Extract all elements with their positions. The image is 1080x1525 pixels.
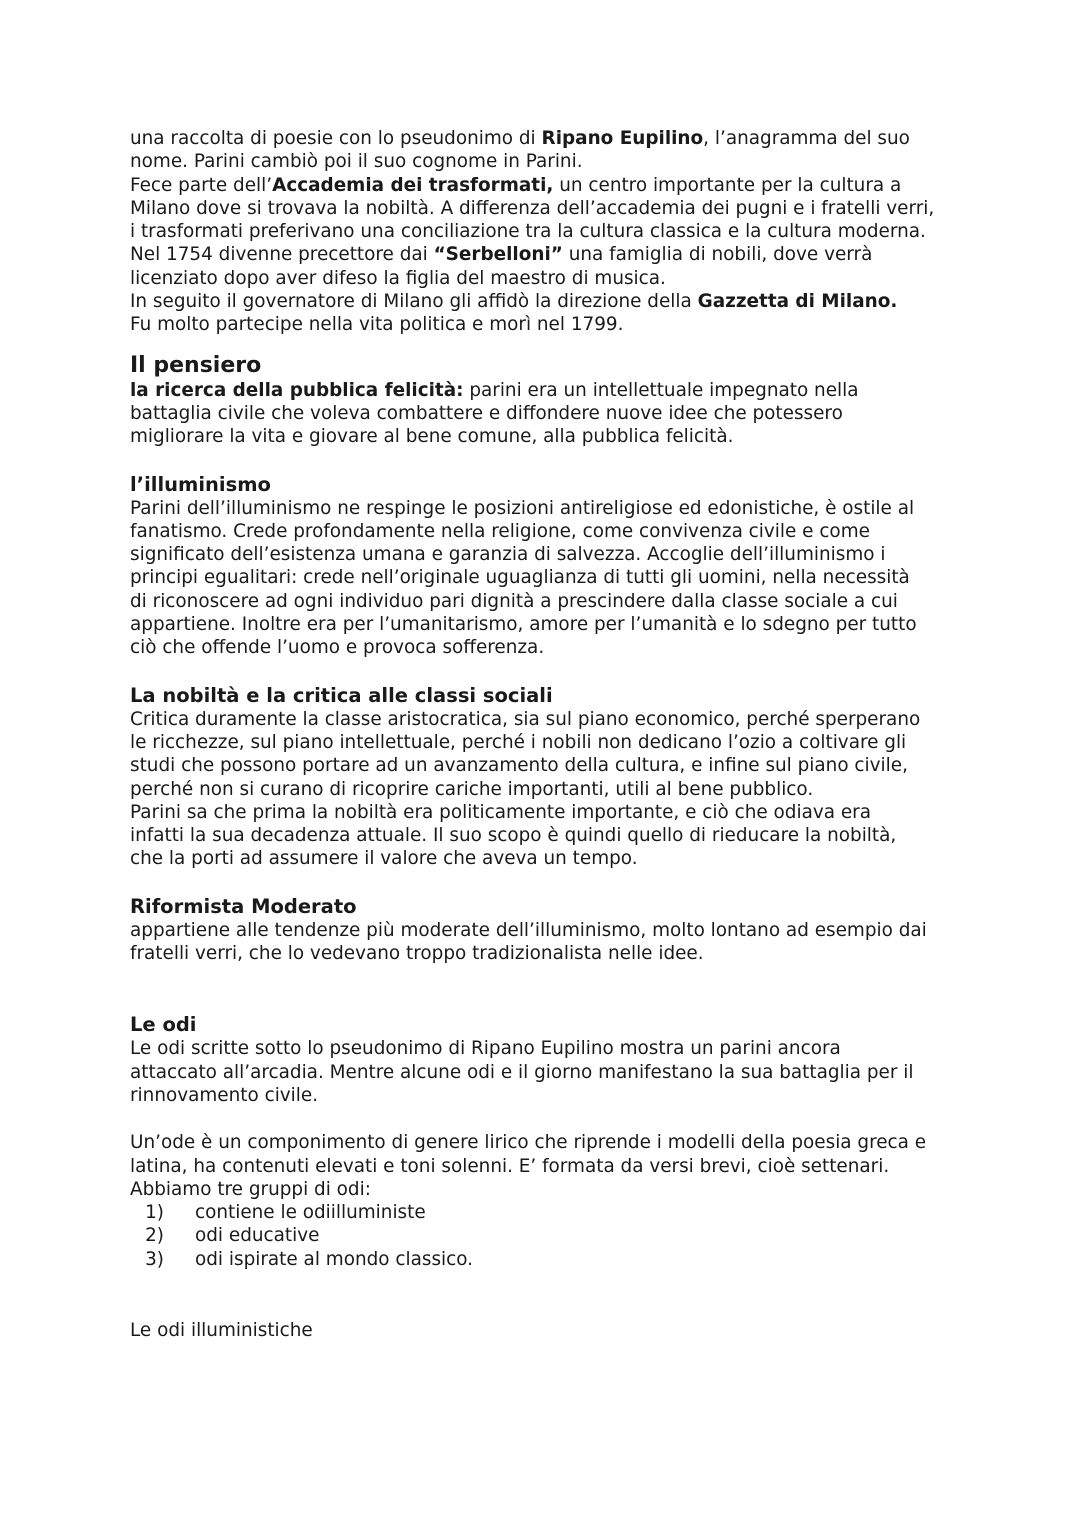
text-line: una raccolta di poesie con lo pseudonimo di Ripano Eupilino, l’anagramma del suo bbox=[130, 128, 910, 149]
text-line: attaccato all’arcadia. Mentre alcune odi e il giorno manifestano la sua battaglia per il bbox=[130, 1061, 914, 1083]
text-line: Fece parte dell’Accademia dei trasformati, un centro importante per la cultura a bbox=[130, 174, 902, 196]
text-line: ciò che offende l’uomo e provoca sofferenza. bbox=[130, 637, 545, 659]
text-line: Nel 1754 divenne precettore dai “Serbelloni” una famiglia di nobili, dove verrà bbox=[130, 244, 873, 266]
text-line: appartiene alle tendenze più moderate dell’illuminismo, molto lontano ad esempio dai bbox=[130, 919, 927, 941]
illuminismo-paragraph bbox=[130, 497, 960, 660]
list-item: 1) contiene le odiilluministe bbox=[145, 1202, 426, 1224]
text-line: Critica duramente la classe aristocratica, sia sul piano economico, perché sperperano bbox=[130, 708, 921, 730]
section-heading-illuminismo: l’illuminismo bbox=[130, 472, 271, 496]
text-line: rinnovamento civile. bbox=[130, 1084, 319, 1106]
subsection-title-odi-illuministiche: Le odi illuministiche bbox=[130, 1319, 313, 1341]
text-line: infatti la sua decadenza attuale. Il suo scopo è quindi quello di rieducare la nobiltà, bbox=[130, 825, 897, 847]
text-line: Abbiamo tre gruppi di odi: bbox=[130, 1178, 371, 1200]
riformista-paragraph bbox=[130, 919, 960, 966]
pensiero-paragraph bbox=[130, 379, 960, 449]
text-line: Parini sa che prima la nobiltà era politicamente importante, e ciò che odiava era bbox=[130, 801, 871, 823]
odi-groups-list bbox=[130, 1201, 960, 1271]
text-line: perché non si curano di ricoprire cariche importanti, utili al bene pubblico. bbox=[130, 778, 814, 800]
text-line: fratelli verri, che lo vedevano troppo tradizionalista nelle idee. bbox=[130, 943, 704, 965]
list-item: 2) odi educative bbox=[145, 1225, 320, 1247]
section-heading-odi: Le odi bbox=[130, 1013, 197, 1037]
text-line: Un’ode è un componimento di genere lirico che riprende i modelli della poesia greca e bbox=[130, 1132, 927, 1154]
text-line: latina, ha contenuti elevati e toni solenni. E’ formata da versi brevi, cioè settenari. bbox=[130, 1155, 890, 1177]
section-heading-pensiero: Il pensiero bbox=[130, 352, 262, 378]
ode-definition-paragraph bbox=[130, 1131, 960, 1201]
text-line: In seguito il governatore di Milano gli affidò la direzione della Gazzetta di Milano. bbox=[130, 291, 898, 313]
text-line: le ricchezze, sul piano intellettuale, perché i nobili non dedicano l’ozio a coltivare gli bbox=[130, 731, 907, 753]
text-line: fanatismo. Crede profondamente nella religione, come convivenza civile e come bbox=[130, 520, 870, 542]
list-item: 3) odi ispirate al mondo classico. bbox=[145, 1248, 474, 1270]
text-line: significato dell’esistenza umana e garanzia di salvezza. Accoglie dell’illuminismo i bbox=[130, 544, 886, 566]
odi-paragraph bbox=[130, 1037, 960, 1107]
nobilta-paragraph bbox=[130, 708, 960, 871]
text-line: la ricerca della pubblica felicità: parini era un intellettuale impegnato nella bbox=[130, 379, 859, 401]
text-line: che la porti ad assumere il valore che aveva un tempo. bbox=[130, 848, 638, 870]
text-line: Fu molto partecipe nella vita politica e morì nel 1799. bbox=[130, 314, 624, 336]
text-line: di riconoscere ad ogni individuo pari dignità a prescindere dalla classe sociale a cui bbox=[130, 590, 898, 612]
document-body bbox=[130, 127, 960, 1342]
text-line: battaglia civile che voleva combattere e diffondere nuove idee che potessero bbox=[130, 402, 843, 424]
section-heading-riformista: Riformista Moderato bbox=[130, 894, 357, 918]
text-line: studi che possono portare ad un avanzamento della cultura, e infine sul piano civile, bbox=[130, 755, 908, 777]
text-line: Milano dove si trovava la nobiltà. A differenza dell’accademia dei pugni e i fratelli verri, bbox=[130, 197, 935, 219]
text-line: Parini dell’illuminismo ne respinge le posizioni antireligiose ed edonistiche, è ostile al bbox=[130, 497, 915, 519]
text-line: Le odi scritte sotto lo pseudonimo di Ripano Eupilino mostra un parini ancora bbox=[130, 1038, 841, 1060]
text-line: i trasformati preferivano una conciliazione tra la cultura classica e la cultura moderna. bbox=[130, 221, 926, 243]
bio-paragraph bbox=[130, 127, 960, 337]
text-line: appartiene. Inoltre era per l’umanitarismo, amore per l’umanità e lo sdegno per tutto bbox=[130, 614, 917, 636]
text-line: nome. Parini cambiò poi il suo cognome in Parini. bbox=[130, 151, 583, 173]
section-heading-nobilta: La nobiltà e la critica alle classi sociali bbox=[130, 683, 553, 707]
text-line: licenziato dopo aver difeso la figlia del maestro di musica. bbox=[130, 267, 666, 289]
text-line: migliorare la vita e giovare al bene comune, alla pubblica felicità. bbox=[130, 426, 734, 448]
text-line: principi egualitari: crede nell’originale uguaglianza di tutti gli uomini, nella necessità bbox=[130, 567, 910, 589]
